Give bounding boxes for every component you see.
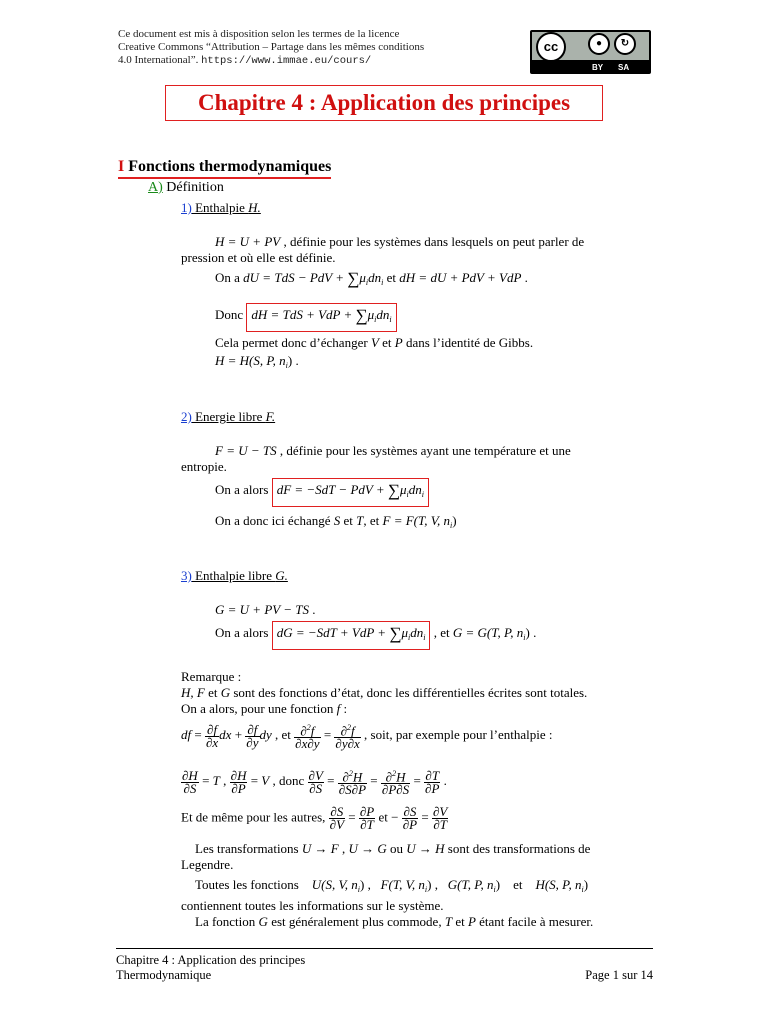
GG-end: ) . [525, 625, 537, 640]
etmeme-text: Et de même pour les autres, [181, 809, 329, 825]
energie-et2: , et [363, 513, 383, 528]
libre-onalors-line: On a alors dG = −SdT + VdP + $\sum\mu_idn_i$ , et G = G(T, P, $n_i$) . [215, 621, 536, 650]
lafonction-end: étant facile à mesurer. [475, 914, 594, 929]
section-title: Fonctions thermodynamiques [124, 158, 332, 175]
lafonction-text: La fonction [195, 914, 259, 929]
lafonction-T: T [444, 914, 453, 929]
cc-icon: cc [536, 32, 566, 62]
etmeme-et: et [375, 809, 392, 825]
onalors-label: On a alors [215, 482, 272, 497]
heading-enthalpie [181, 200, 261, 216]
legendre-end: sont des transformations de [444, 841, 591, 856]
energie-donc-ici-line: On a donc ici échangé S et T, et F = F(T, V, $n_i$) [215, 513, 457, 530]
heading-libre-var: G. [275, 568, 288, 583]
remarque-line1 [181, 685, 651, 701]
energie-T: T [356, 513, 364, 528]
license-notice [118, 28, 490, 68]
footer-chapter: Chapitre 4 : Application des principes [116, 953, 306, 967]
lafonction-et: et [452, 914, 468, 929]
legendre-UG: U → G [348, 841, 387, 856]
energie-onalors-line [215, 478, 429, 507]
energie-def-text2: entropie. [181, 459, 227, 474]
dF-boxed-formula: dF = −SdT − PdV + $\sum\mu_idn_i$ [272, 478, 429, 507]
legendre-text1: Les transformations [195, 841, 302, 856]
section-heading [118, 158, 331, 179]
dH-boxed-formula: dH = TdS + VdP + $\sum\mu_idn_i$ [246, 303, 396, 332]
remarque-block [181, 669, 651, 717]
heading-enthalpie-var: H. [248, 200, 261, 215]
sigma-icon: ∑ [389, 624, 402, 643]
sa-share-icon: ↻ [614, 33, 636, 55]
toutes-text: Toutes les fonctions [195, 877, 303, 892]
FF-end: ) [452, 513, 457, 528]
GG-formula: G = G(T, P, n [452, 625, 524, 640]
heading-energie [181, 409, 275, 425]
etmeme-line: Et de même pour les autres, $\frac{\partial S}{\partial V}$ = $\frac{\partial P}{\partial T}$ et − $\frac{\partial S}{\partial P}$ = $\frac{\partial V}{\partial T}$ [181, 804, 448, 832]
enthalpie-HS-line: H = H(S, P, $n_i$) . [215, 353, 299, 370]
donc-text: , donc [269, 773, 308, 789]
subsection-title: Définition [162, 180, 224, 195]
dF-boxed-text: dF = −SdT − PdV + [276, 482, 388, 497]
df-formula-line: df = $\frac{\partial f}{\partial x}$ dx + $\frac{\partial f}{\partial y}$ dy , et $\frac{\partial^2f}{\partial x\partial y}$ = $\frac{\partial^2f}{\partial y\partial x}$ , soit, par exemple pour l’enthalpie : [181, 721, 553, 752]
sigma-icon: ∑ [387, 481, 400, 500]
enthalpie-def-text: , définie pour les systèmes dans lesquels on peut parler de [280, 234, 585, 249]
soit-text: , soit, par exemple pour l’enthalpie : [360, 727, 553, 743]
footer-course: Thermodynamique [116, 968, 212, 982]
subsection-heading [148, 180, 224, 196]
libre-formula: G = U + PV − TS [215, 602, 309, 617]
sigma-icon: ∑ [347, 269, 360, 288]
enthalpie-cela-line [215, 335, 533, 351]
cela-P: P [394, 335, 403, 350]
cela-et: et [378, 335, 395, 350]
remarque-title: Remarque : [181, 669, 242, 684]
energie-S: S [333, 513, 341, 528]
cela-V: V [370, 335, 379, 350]
legendre-UF: U → F [301, 841, 339, 856]
lafonction-G: G [258, 914, 268, 929]
heading-energie-var: F. [265, 409, 276, 424]
license-line-1: Ce document est mis à disposition selon les termes de la licence [118, 28, 400, 40]
heading-enthalpie-text: Enthalpie [191, 200, 249, 215]
remarque-f: f [336, 701, 341, 716]
energie-et-T: et [340, 513, 357, 528]
libre-et: , et [430, 625, 453, 640]
badge-by-label: BY [592, 63, 604, 72]
dU-formula: dU = TdS − PdV + [243, 270, 348, 285]
legendre-UH: U → H [406, 841, 445, 856]
remarque-line2-end: : [340, 701, 348, 716]
maxwell-formula-line: $\frac{\partial H}{\partial S}$ = T , $\frac{\partial H}{\partial P}$ = V , donc $\frac{\partial V}{\partial S}$ = $\frac{\partial^2H}{\partial S\partial P}$ = $\frac{\partial^2H}{\partial P\partial S}$ = $\frac{\partial T}{\partial P}$ . [182, 767, 447, 798]
dG-boxed-formula: dG = −SdT + VdP + $\sum\mu_idn_i$ [272, 621, 431, 650]
heading-energie-text: Energie libre [191, 409, 266, 424]
license-url[interactable]: https://www.immae.eu/cours/ [201, 55, 372, 67]
energie-formula: F = U − TS [215, 443, 277, 458]
enthalpie-ona-line: On a dU = TdS − PdV + $\sum\mu_idn_i$ et dH = dU + PdV + VdP . [215, 269, 528, 288]
contiennent-text: contiennent toutes les informations sur le système. [181, 898, 444, 913]
enthalpie-donc-line [215, 303, 397, 332]
cc-by-sa-badge[interactable] [530, 30, 651, 74]
legendre-ou: ou [386, 841, 407, 856]
enthalpie-def-text2: pression et où elle est définie. [181, 250, 336, 265]
ona-label: On a [215, 270, 244, 285]
footer-left [116, 953, 305, 983]
footer-page-number: Page 1 sur 14 [585, 968, 653, 982]
heading-energie-num: 2) [181, 409, 192, 424]
lafonction-P: P [467, 914, 476, 929]
lafonction-line [195, 914, 593, 930]
enthalpie-formula: H = U + PV [215, 234, 281, 249]
HS-formula: H = H(S, P, n [215, 353, 286, 368]
libre-definition [215, 602, 315, 618]
func-U: U(S, V, n [311, 877, 358, 892]
footer-divider [116, 948, 653, 949]
section-number: I [118, 158, 125, 175]
et-label: et [383, 270, 400, 285]
subsection-number: A) [148, 180, 163, 195]
energie-def-text: , définie pour les systèmes ayant une température et une [276, 443, 571, 458]
cela-end: dans l’identité de Gibbs. [402, 335, 534, 350]
toutes-et: et [509, 877, 526, 892]
remarque-HF: H, F [181, 685, 205, 700]
sigma-icon: ∑ [355, 306, 368, 325]
remarque-line2-text: On a alors, pour une fonction [181, 701, 337, 716]
license-line-3-prefix: 4.0 International”. [118, 54, 202, 66]
FF-formula: F = F(T, V, n [382, 513, 451, 528]
license-line-2: Creative Commons “Attribution – Partage dans les mêmes conditions [118, 41, 425, 53]
dH-boxed-text: dH = TdS + VdP + [251, 307, 356, 322]
toutes-paragraph: Toutes les fonctions U(S, V, $n_i$) , F(T, V, $n_i$) , G(T, P, $n_i$) et H(S, P, $n_i$) contiennent toutes les informations sur le système. [181, 877, 589, 913]
remarque-line2 [181, 701, 651, 717]
energie-definition [181, 443, 651, 475]
donc-label: Donc [215, 307, 247, 322]
libre-def-end: . [308, 602, 316, 617]
lafonction-mid: est généralement plus commode, [267, 914, 445, 929]
remarque-line1-et: et [204, 685, 221, 700]
dG-boxed-text: dG = −SdT + VdP + [276, 625, 390, 640]
chapter-title: Chapitre 4 : Application des principes [165, 85, 603, 121]
cela-text: Cela permet donc d’échanger [215, 335, 371, 350]
func-G: G(T, P, n [447, 877, 494, 892]
heading-libre-text: Enthalpie libre [191, 568, 276, 583]
libre-onalors-label: On a alors [215, 625, 272, 640]
heading-enthalpie-num: 1) [181, 200, 192, 215]
dH-formula: dH = dU + PdV + VdP [399, 270, 522, 285]
heading-libre-num: 3) [181, 568, 192, 583]
HS-end: ) . [287, 353, 299, 368]
by-person-icon: ● [588, 33, 610, 55]
license-line-3 [118, 54, 490, 68]
remarque-line1-text: sont des fonctions d’état, donc les différentielles écrites sont totales. [230, 685, 588, 700]
heading-libre [181, 568, 288, 584]
legendre-paragraph: Les transformations U → F , U → G ou U → H sont des transformations de Legendre. [181, 841, 591, 872]
func-H: H(S, P, n [535, 877, 582, 892]
badge-sa-label: SA [618, 63, 630, 72]
func-F: F(T, V, n [380, 877, 425, 892]
enthalpie-definition [181, 234, 651, 266]
remarque-G: G [220, 685, 231, 700]
donc-ici-text: On a donc ici échangé [215, 513, 334, 528]
legendre-text2: Legendre. [181, 857, 234, 872]
